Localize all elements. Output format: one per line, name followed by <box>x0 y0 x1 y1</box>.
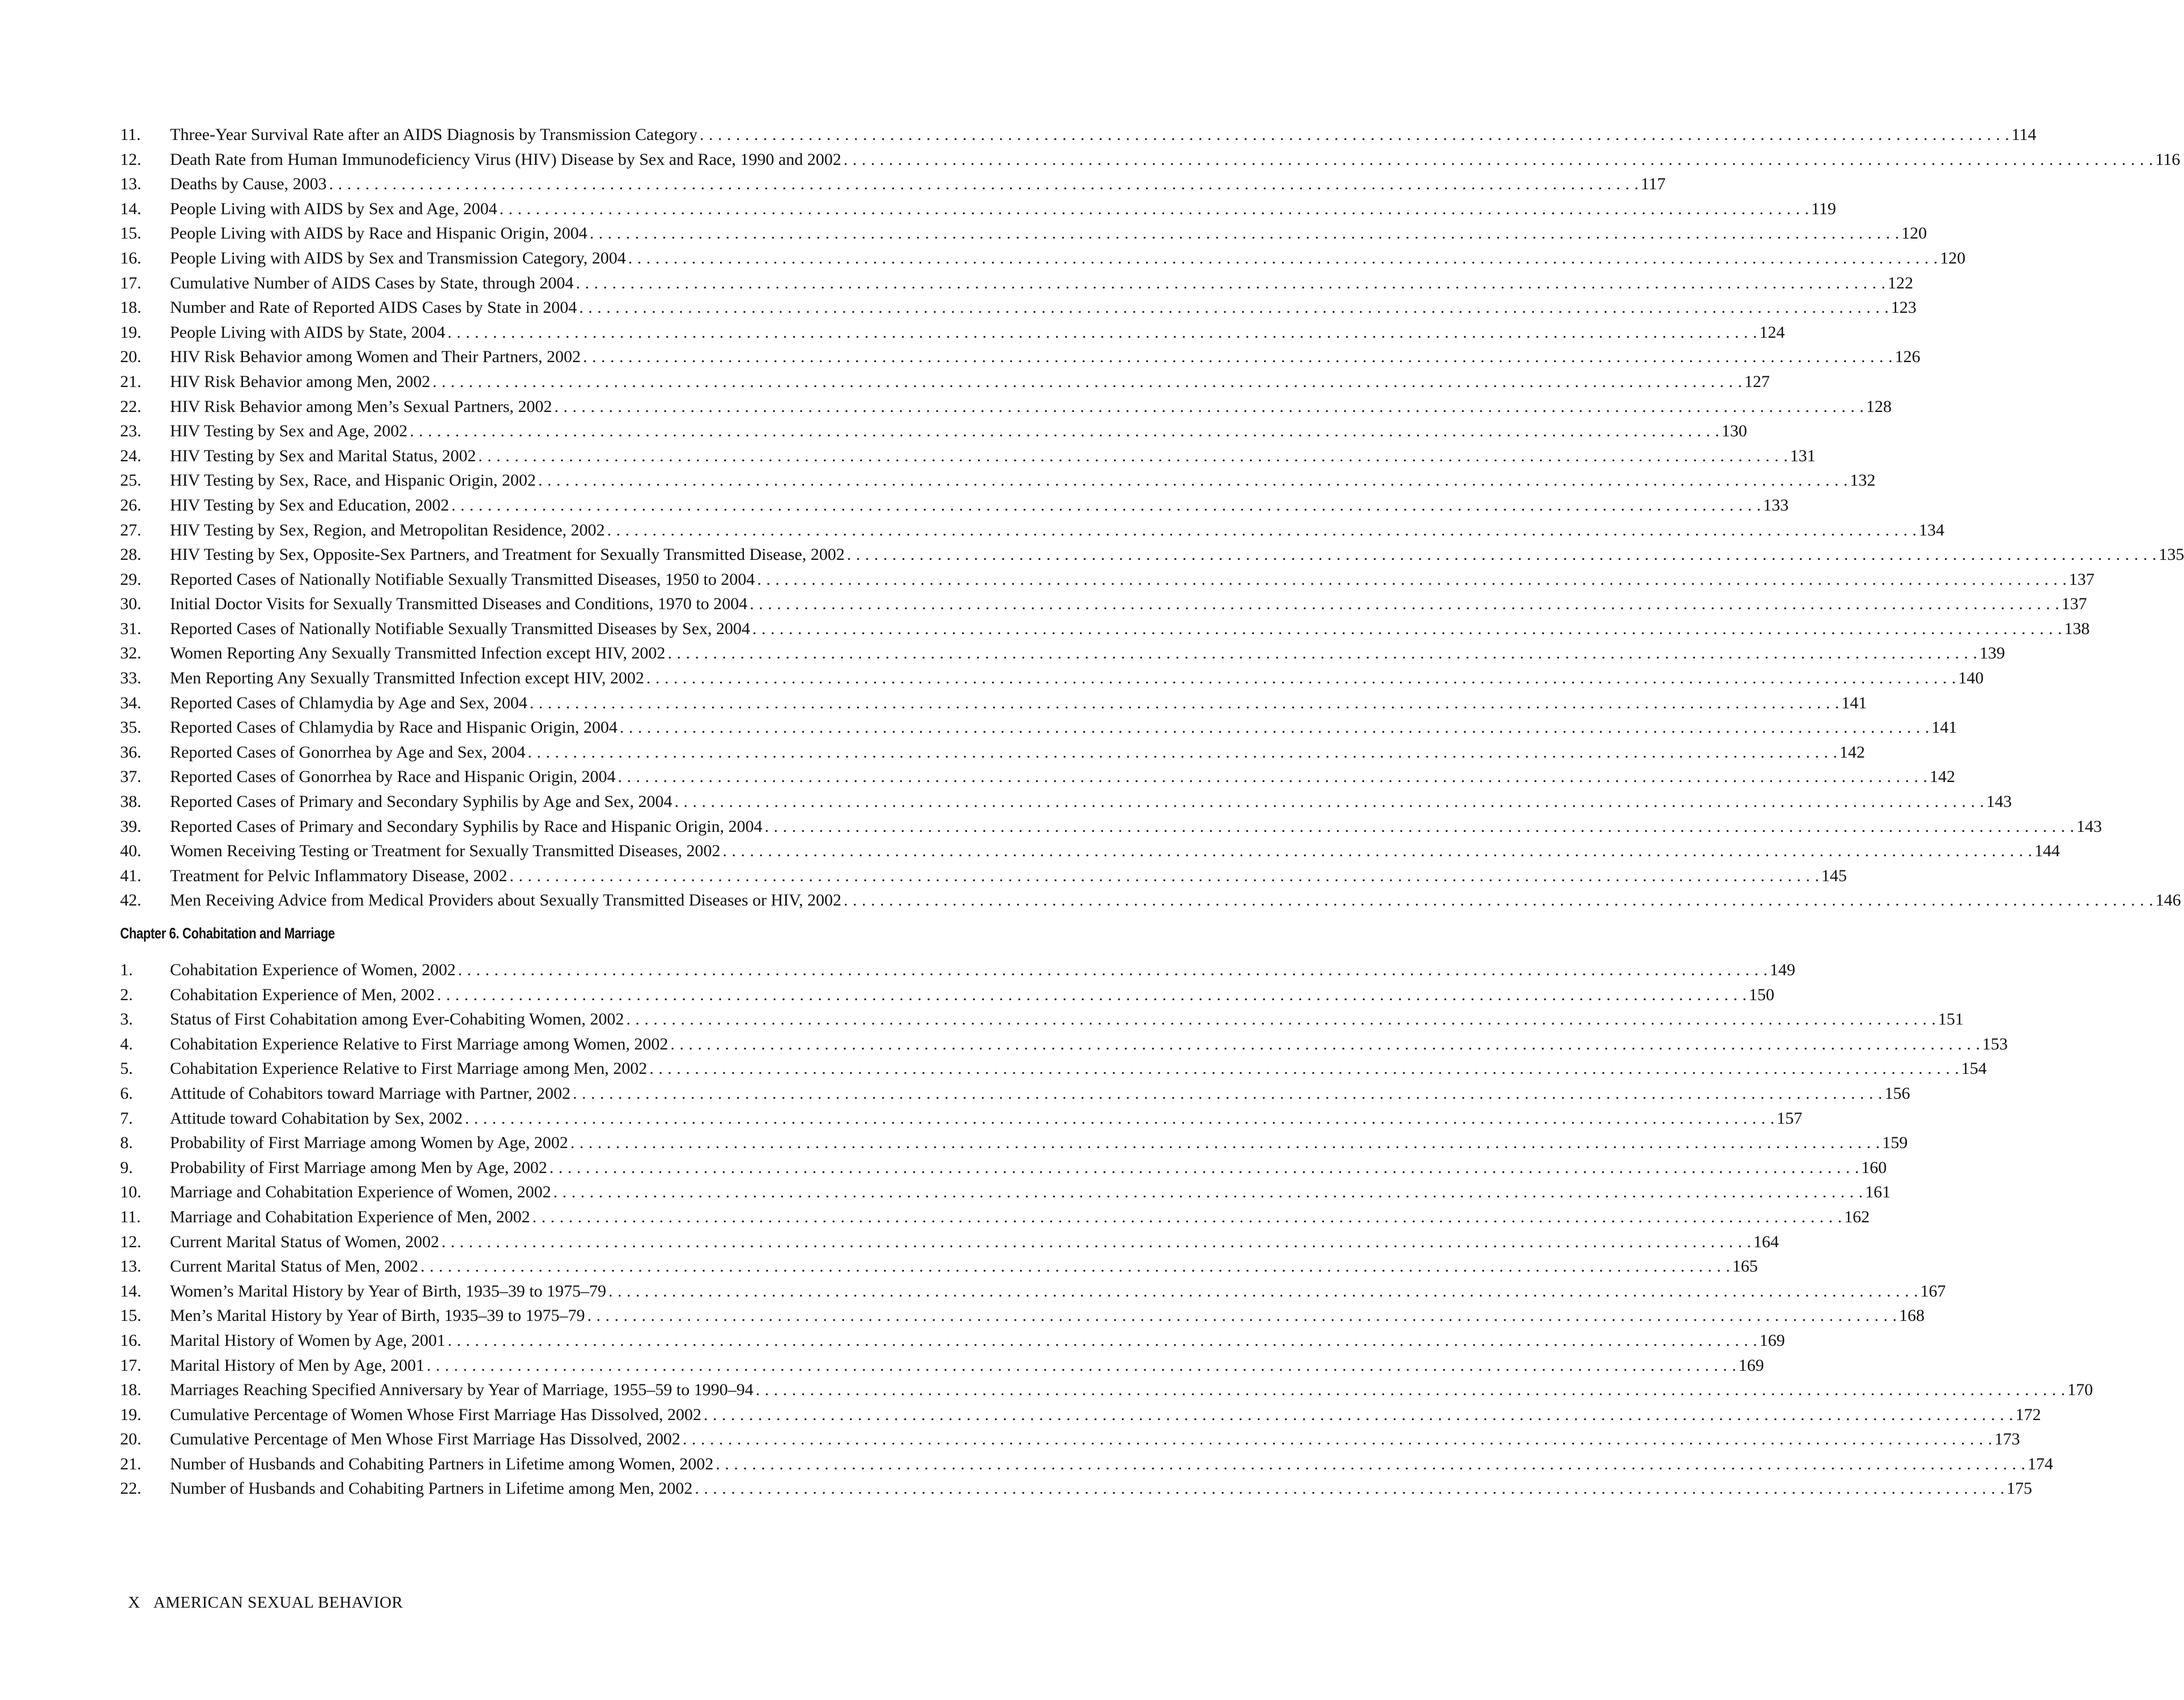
page-footer <box>128 1593 403 1612</box>
toc-entry <box>120 1180 1891 1205</box>
toc-entry-number: 40. <box>120 842 142 861</box>
toc-entry-title: HIV Testing by Sex and Education, 2002 <box>170 495 449 515</box>
toc-entry-page-number: 127 <box>1744 372 1770 391</box>
toc-entry-title: Reported Cases of Nationally Notifiable Sexually Transmitted Diseases, 1950 to 2004 <box>170 570 755 589</box>
toc-entry <box>120 444 1816 469</box>
toc-entry-page-number: 168 <box>1898 1306 1925 1325</box>
dot-leader <box>448 320 1757 345</box>
toc-entry-number: 23. <box>120 422 142 441</box>
toc-entry-page-number: 156 <box>1884 1083 1910 1103</box>
toc-entry-page-number: 141 <box>1931 718 1957 737</box>
dot-leader <box>716 1452 2025 1477</box>
toc-entry-number: 14. <box>120 1281 142 1300</box>
toc-entry-title: Current Marital Status of Men, 2002 <box>170 1257 419 1276</box>
toc-entry-page-number: 150 <box>1748 985 1774 1004</box>
toc-entry <box>120 567 2094 592</box>
toc-entry-number: 39. <box>120 817 142 836</box>
toc-entry <box>120 1032 2008 1057</box>
dot-leader <box>458 958 1768 983</box>
toc-entry-number: 29. <box>120 570 142 589</box>
toc-entry-page-number: 135 <box>2159 545 2184 564</box>
toc-entry <box>120 345 1921 369</box>
toc-entry-page-number: 134 <box>1919 520 1945 539</box>
toc-entry-number: 11. <box>120 1207 141 1226</box>
toc-entry-page-number: 137 <box>2068 570 2094 589</box>
dot-leader <box>670 1032 1980 1057</box>
toc-entry-page-number: 144 <box>2034 842 2060 861</box>
toc-entry <box>120 1230 1779 1255</box>
toc-entry-number: 24. <box>120 446 142 465</box>
toc-entry-number: 7. <box>120 1108 133 1128</box>
toc-entry <box>120 888 2181 913</box>
toc-entry <box>120 419 1747 444</box>
toc-entry <box>120 221 1927 246</box>
dot-leader <box>649 1056 1959 1081</box>
dot-leader <box>420 1254 1730 1279</box>
toc-entry-title: Attitude toward Cohabitation by Sex, 2002 <box>170 1108 463 1128</box>
toc-entry-title: Reported Cases of Primary and Secondary Syphilis by Race and Hispanic Origin, 2004 <box>170 817 763 836</box>
toc-entry <box>120 1378 2093 1402</box>
toc-entry-number: 9. <box>120 1158 133 1177</box>
toc-entry-title: Reported Cases of Primary and Secondary Syphilis by Age and Sex, 2004 <box>170 792 672 811</box>
toc-entry-title: Probability of First Marriage among Men by Age, 2002 <box>170 1158 547 1177</box>
dot-leader <box>695 1476 2004 1501</box>
dot-leader <box>427 1353 1736 1378</box>
toc-entry-number: 2. <box>120 985 133 1004</box>
toc-entry <box>120 666 1984 691</box>
toc-entry <box>120 1056 1987 1081</box>
toc-entry <box>120 764 1955 789</box>
dot-leader <box>432 369 1742 394</box>
toc-entry-title: Men’s Marital History by Year of Birth, 1935–39 to 1975–79 <box>170 1306 585 1325</box>
toc-entry-title: People Living with AIDS by Sex and Transmission Category, 2004 <box>170 248 626 267</box>
toc-entry-number: 21. <box>120 372 142 391</box>
dot-leader <box>844 147 2153 172</box>
toc-entry-page-number: 143 <box>1986 792 2012 811</box>
toc-entry-title: Reported Cases of Chlamydia by Race and Hispanic Origin, 2004 <box>170 718 618 737</box>
toc-entry <box>120 1155 1887 1180</box>
toc-entry-page-number: 154 <box>1961 1059 1987 1078</box>
dot-leader <box>538 468 1848 493</box>
toc-entry-page-number: 164 <box>1753 1232 1779 1251</box>
toc-entry <box>120 958 1795 983</box>
toc-entry <box>120 1476 2032 1501</box>
toc-entry <box>120 592 2087 617</box>
dot-leader <box>437 983 1747 1008</box>
toc-entry-page-number: 128 <box>1866 397 1892 416</box>
toc-entry-number: 17. <box>120 273 142 292</box>
dot-leader <box>847 542 2157 567</box>
toc-entry-page-number: 137 <box>2061 594 2087 614</box>
toc-entry-page-number: 162 <box>1844 1207 1870 1226</box>
toc-entry-number: 19. <box>120 1405 142 1424</box>
toc-entry-page-number: 173 <box>1994 1430 2020 1449</box>
toc-entry-title: Initial Doctor Visits for Sexually Transmitted Diseases and Conditions, 1970 to 2004 <box>170 594 748 614</box>
toc-entry-number: 34. <box>120 693 142 712</box>
toc-entry <box>120 172 1666 197</box>
toc-entry <box>120 1402 2041 1427</box>
toc-entry-number: 21. <box>120 1454 142 1473</box>
dot-leader <box>478 444 1788 469</box>
toc-entry-page-number: 122 <box>1887 273 1913 292</box>
toc-entry <box>120 320 1785 345</box>
toc-entry <box>120 246 1966 271</box>
toc-entry-title: HIV Risk Behavior among Men, 2002 <box>170 372 431 391</box>
toc-entry-page-number: 130 <box>1721 422 1747 441</box>
toc-entry <box>120 641 2005 666</box>
toc-entry-number: 22. <box>120 1479 142 1498</box>
toc-entry-number: 18. <box>120 1380 142 1400</box>
toc-entry-title: Deaths by Cause, 2003 <box>170 175 327 194</box>
toc-entry-page-number: 165 <box>1732 1257 1758 1276</box>
toc-entry-page-number: 149 <box>1769 960 1795 979</box>
toc-entry-title: Death Rate from Human Immunodeficiency Virus (HIV) Disease by Sex and Race, 1990 and 2002 <box>170 150 841 169</box>
toc-entry <box>120 518 1945 543</box>
toc-entry <box>120 715 1957 740</box>
toc-entry-number: 31. <box>120 619 142 638</box>
toc-entry-title: Marital History of Men by Age, 2001 <box>170 1355 425 1375</box>
toc-entry-number: 5. <box>120 1059 133 1078</box>
dot-leader <box>579 295 1889 320</box>
toc-entry-page-number: 139 <box>1979 644 2005 663</box>
toc-entry-page-number: 142 <box>1839 742 1865 762</box>
toc-entry-title: Reported Cases of Gonorrhea by Race and Hispanic Origin, 2004 <box>170 767 616 787</box>
toc-entry-number: 20. <box>120 347 142 367</box>
toc-entry <box>120 1452 2053 1477</box>
toc-entry-title: Cumulative Percentage of Women Whose First Marriage Has Dissolved, 2002 <box>170 1405 701 1424</box>
toc-entry-title: Cohabitation Experience of Women, 2002 <box>170 960 456 979</box>
toc-entry-title: Marriages Reaching Specified Anniversary by Year of Marriage, 1955–59 to 1990–94 <box>170 1380 753 1400</box>
toc-entry-title: Number of Husbands and Cohabiting Partners in Lifetime among Men, 2002 <box>170 1479 693 1498</box>
toc-entry-number: 27. <box>120 520 142 539</box>
toc-entry-number: 26. <box>120 495 142 515</box>
toc-entry-page-number: 169 <box>1738 1355 1764 1375</box>
toc-entry-number: 8. <box>120 1133 133 1153</box>
toc-entry <box>120 1328 1785 1353</box>
dot-leader <box>626 1007 1936 1032</box>
toc-entry-number: 35. <box>120 718 142 737</box>
dot-leader <box>527 740 1837 765</box>
dot-leader <box>752 617 2062 641</box>
toc-entry-number: 12. <box>120 150 142 169</box>
dot-leader <box>452 493 1761 518</box>
toc-entry-number: 10. <box>120 1183 142 1202</box>
dot-leader <box>608 1279 1918 1304</box>
chapter-heading: Chapter 6. Cohabitation and Marriage <box>120 925 335 942</box>
toc-entry-number: 12. <box>120 1232 142 1251</box>
toc-entry-number: 15. <box>120 224 142 243</box>
toc-entry-title: Attitude of Cohabitors toward Marriage with Partner, 2002 <box>170 1083 571 1103</box>
dot-leader <box>628 246 1938 271</box>
toc-entry-title: Probability of First Marriage among Women by Age, 2002 <box>170 1133 568 1153</box>
dot-leader <box>700 122 2010 147</box>
toc-entry <box>120 394 1892 419</box>
toc-entry <box>120 1106 1803 1131</box>
toc-entry-title: HIV Testing by Sex, Opposite-Sex Partners, and Treatment for Sexually Transmitted Disease, 2002 <box>170 545 845 564</box>
toc-entry <box>120 691 1867 716</box>
toc-entry-title: Reported Cases of Nationally Notifiable Sexually Transmitted Diseases by Sex, 2004 <box>170 619 751 638</box>
toc-entry-title: Treatment for Pelvic Inflammatory Disease, 2002 <box>170 866 508 885</box>
toc-entry-title: Number and Rate of Reported AIDS Cases by State in 2004 <box>170 298 577 317</box>
toc-entry-page-number: 140 <box>1958 669 1984 688</box>
toc-entry-title: Number of Husbands and Cohabiting Partners in Lifetime among Women, 2002 <box>170 1454 714 1473</box>
toc-entry-number: 28. <box>120 545 142 564</box>
dot-leader <box>683 1427 1993 1452</box>
dot-leader <box>587 1303 1897 1328</box>
dot-leader <box>750 592 2059 617</box>
toc-entry <box>120 295 1917 320</box>
toc-entry-title: HIV Testing by Sex and Marital Status, 2002 <box>170 446 476 465</box>
dot-leader <box>441 1230 1751 1255</box>
toc-entry-number: 38. <box>120 792 142 811</box>
dot-leader <box>554 1180 1863 1205</box>
footer-book-title: AMERICAN SEXUAL BEHAVIOR <box>153 1593 403 1612</box>
dot-leader <box>509 864 1819 889</box>
toc-entry-title: Women’s Marital History by Year of Birth, 1935–39 to 1975–79 <box>170 1281 607 1300</box>
toc-entry-title: HIV Testing by Sex, Race, and Hispanic Origin, 2002 <box>170 471 536 490</box>
toc-entry-page-number: 172 <box>2015 1405 2041 1424</box>
dot-leader <box>550 1155 1859 1180</box>
toc-entry-number: 18. <box>120 298 142 317</box>
dot-leader <box>571 1130 1880 1155</box>
toc-entry-title: Women Receiving Testing or Treatment for Sexually Transmitted Diseases, 2002 <box>170 842 721 861</box>
toc-entry-title: Status of First Cohabitation among Ever-Cohabiting Women, 2002 <box>170 1010 624 1029</box>
toc-entry-page-number: 116 <box>2155 150 2181 169</box>
toc-entry-page-number: 141 <box>1841 693 1867 712</box>
toc-entry-page-number: 123 <box>1891 298 1917 317</box>
toc-entry <box>120 864 1847 889</box>
toc-entry-title: HIV Testing by Sex and Age, 2002 <box>170 422 408 441</box>
toc-entry <box>120 839 2060 864</box>
toc-entry-page-number: 120 <box>1940 248 1966 267</box>
toc-entry-page-number: 132 <box>1850 471 1876 490</box>
toc-entry-page-number: 133 <box>1763 495 1789 515</box>
toc-entry-page-number: 146 <box>2155 891 2181 910</box>
toc-entry-page-number: 153 <box>1982 1034 2008 1053</box>
toc-entry-number: 41. <box>120 866 142 885</box>
toc-entry-title: People Living with AIDS by Sex and Age, 2004 <box>170 199 497 218</box>
dot-leader <box>765 814 2075 839</box>
toc-entry <box>120 983 1774 1008</box>
dot-leader <box>646 666 1956 691</box>
toc-entry <box>120 814 2102 839</box>
toc-entry-title: Cohabitation Experience Relative to First Marriage among Women, 2002 <box>170 1034 669 1053</box>
toc-entry-title: HIV Risk Behavior among Men’s Sexual Partners, 2002 <box>170 397 552 416</box>
toc-entry-number: 16. <box>120 1331 142 1350</box>
toc-entry-page-number: 124 <box>1759 322 1785 342</box>
toc-entry-title: HIV Risk Behavior among Women and Their Partners, 2002 <box>170 347 581 367</box>
toc-entry-number: 13. <box>120 1257 142 1276</box>
toc-entry <box>120 740 1865 765</box>
toc-entry <box>120 1254 1758 1279</box>
toc-entry-number: 13. <box>120 175 142 194</box>
dot-leader <box>530 691 1840 716</box>
toc-entry <box>120 1007 1964 1032</box>
dot-leader <box>704 1402 2013 1427</box>
toc-entry-page-number: 161 <box>1865 1183 1891 1202</box>
toc-entry <box>120 122 2037 147</box>
toc-entry-number: 33. <box>120 669 142 688</box>
toc-entry <box>120 1205 1870 1230</box>
dot-leader <box>620 715 1930 740</box>
toc-entry-number: 15. <box>120 1306 142 1325</box>
toc-entry <box>120 789 2012 814</box>
toc-entry-number: 11. <box>120 125 141 144</box>
footer-page-numeral: X <box>128 1593 141 1612</box>
dot-leader <box>590 221 1900 246</box>
toc-entry <box>120 271 1913 296</box>
dot-leader <box>554 394 1864 419</box>
toc-entry-title: Current Marital Status of Women, 2002 <box>170 1232 440 1251</box>
toc-entry <box>120 1279 1946 1304</box>
toc-entry-number: 1. <box>120 960 133 979</box>
toc-entry-page-number: 120 <box>1901 224 1927 243</box>
toc-entry-number: 14. <box>120 199 142 218</box>
dot-leader <box>573 1081 1883 1106</box>
toc-entry-number: 42. <box>120 891 142 910</box>
toc-entry-number: 32. <box>120 644 142 663</box>
toc-entry-title: People Living with AIDS by State, 2004 <box>170 322 445 342</box>
toc-entry-title: People Living with AIDS by Race and Hispanic Origin, 2004 <box>170 224 587 243</box>
toc-entry-title: Cohabitation Experience of Men, 2002 <box>170 985 435 1004</box>
toc-entry <box>120 1081 1910 1106</box>
toc-entry-page-number: 151 <box>1938 1010 1964 1029</box>
toc-entry-number: 4. <box>120 1034 133 1053</box>
dot-leader <box>618 764 1927 789</box>
dot-leader <box>499 197 1809 222</box>
toc-entry-title: Three-Year Survival Rate after an AIDS Diagnosis by Transmission Category <box>170 125 697 144</box>
toc-entry-title: Marriage and Cohabitation Experience of Women, 2002 <box>170 1183 551 1202</box>
toc-entry-number: 19. <box>120 322 142 342</box>
toc-entry-page-number: 138 <box>2064 619 2090 638</box>
toc-entry-title: Marriage and Cohabitation Experience of Men, 2002 <box>170 1207 530 1226</box>
dot-leader <box>675 789 1985 814</box>
toc-entry <box>120 493 1789 518</box>
toc-entry-page-number: 169 <box>1759 1331 1785 1350</box>
toc-entry-page-number: 167 <box>1920 1281 1946 1300</box>
toc-entry-page-number: 159 <box>1882 1133 1908 1153</box>
toc-entry <box>120 468 1876 493</box>
toc-entry <box>120 1130 1908 1155</box>
toc-entry-title: Reported Cases of Gonorrhea by Age and Sex, 2004 <box>170 742 526 762</box>
toc-entry-page-number: 131 <box>1790 446 1816 465</box>
dot-leader <box>667 641 1977 666</box>
toc-entry <box>120 1353 1764 1378</box>
toc-entry-page-number: 114 <box>2011 125 2037 144</box>
toc-entry-page-number: 157 <box>1777 1108 1803 1128</box>
toc-entry-number: 16. <box>120 248 142 267</box>
toc-entry-title: Men Reporting Any Sexually Transmitted Infection except HIV, 2002 <box>170 669 644 688</box>
toc-entry-page-number: 126 <box>1894 347 1921 367</box>
toc-entry-page-number: 117 <box>1641 175 1666 194</box>
toc-entry-number: 17. <box>120 1355 142 1375</box>
toc-entry-number: 30. <box>120 594 142 614</box>
toc-entry <box>120 617 2090 641</box>
toc-entry <box>120 369 1770 394</box>
dot-leader <box>576 271 1885 296</box>
toc-entry <box>120 1427 2020 1452</box>
dot-leader <box>533 1205 1842 1230</box>
dot-leader <box>723 839 2033 864</box>
dot-leader <box>607 518 1917 543</box>
toc-entry <box>120 197 1836 222</box>
toc-entry-title: Cohabitation Experience Relative to First Marriage among Men, 2002 <box>170 1059 648 1078</box>
toc-list-chapter6 <box>120 958 2093 1501</box>
toc-entry-number: 20. <box>120 1430 142 1449</box>
toc-entry-page-number: 142 <box>1929 767 1955 787</box>
dot-leader <box>756 1378 2066 1402</box>
dot-leader <box>844 888 2153 913</box>
toc-entry-page-number: 174 <box>2027 1454 2053 1473</box>
dot-leader <box>448 1328 1757 1353</box>
dot-leader <box>757 567 2067 592</box>
toc-list-chapter5-continued <box>120 122 2184 913</box>
toc-entry-title: HIV Testing by Sex, Region, and Metropolitan Residence, 2002 <box>170 520 605 539</box>
toc-entry-page-number: 143 <box>2076 817 2102 836</box>
toc-entry <box>120 147 2181 172</box>
toc-entry-title: Reported Cases of Chlamydia by Age and Sex, 2004 <box>170 693 527 712</box>
toc-entry-number: 22. <box>120 397 142 416</box>
toc-entry-number: 3. <box>120 1010 133 1029</box>
dot-leader <box>583 345 1893 369</box>
toc-entry-page-number: 160 <box>1861 1158 1887 1177</box>
dot-leader <box>410 419 1719 444</box>
dot-leader <box>465 1106 1775 1131</box>
toc-entry-page-number: 170 <box>2067 1380 2093 1400</box>
toc-entry-title: Cumulative Percentage of Men Whose First Marriage Has Dissolved, 2002 <box>170 1430 680 1449</box>
toc-entry-number: 36. <box>120 742 142 762</box>
toc-entry-title: Cumulative Number of AIDS Cases by State, through 2004 <box>170 273 574 292</box>
toc-entry-number: 25. <box>120 471 142 490</box>
toc-entry-page-number: 145 <box>1821 866 1847 885</box>
toc-entry-number: 6. <box>120 1083 133 1103</box>
toc-entry-page-number: 119 <box>1811 199 1836 218</box>
toc-entry-title: Men Receiving Advice from Medical Providers about Sexually Transmitted Diseases or HIV, 2002 <box>170 891 842 910</box>
dot-leader <box>329 172 1639 197</box>
toc-entry-number: 37. <box>120 767 142 787</box>
toc-entry <box>120 542 2184 567</box>
toc-entry-title: Marital History of Women by Age, 2001 <box>170 1331 446 1350</box>
toc-entry-page-number: 175 <box>2006 1479 2032 1498</box>
toc-entry <box>120 1303 1925 1328</box>
toc-entry-title: Women Reporting Any Sexually Transmitted Infection except HIV, 2002 <box>170 644 666 663</box>
